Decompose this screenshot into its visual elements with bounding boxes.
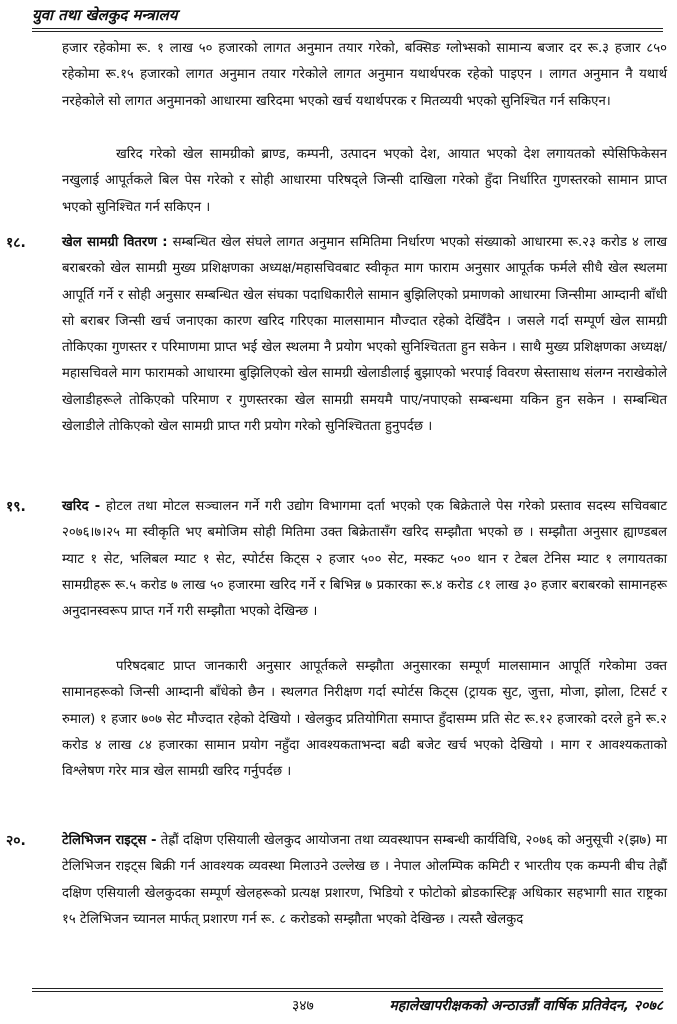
header-rule	[32, 28, 663, 29]
header-rule-second	[32, 31, 663, 32]
ministry-title: युवा तथा खेलकुद मन्त्रालय	[32, 6, 178, 24]
paragraph-cost-estimate: हजार रहेकोमा रू. १ लाख ५० हजारको लागत अनुमान तयार गरेको, बक्सिङ ग्लोभ्सको सामान्य बजार दर रू.३ हजार ८५० रहेकोमा रू.१५ हजारको लागत अनुमान तयार गरेकोले लागत अनुमान यथार्थपरक रहेको पाइएन । लागत अनुमान नै यथार्थ नरहेकोले सो लागत अनुमानको आधारमा खरिदमा भएको खर्च यथार्थपरक र मितव्ययी भएको सुनिश्चित गर्न सकिएन।	[62, 41, 667, 109]
page-footer	[0, 994, 677, 1020]
paragraph-council-information: परिषदबाट प्राप्त जानकारी अनुसार आपूर्तकले सम्झौता अनुसारका सम्पूर्ण मालसामान आपूर्ति गरेकोमा उक्त सामानहरूको जिन्सी आम्दानी बाँधेको छैन । स्थलगत निरीक्षण गर्दा स्पोर्टस किट्स (ट्रायक सुट, जुत्ता, मोजा, झोला, टिसर्ट र रुमाल) १ हजार ७०७ सेट मौज्दात रहेको देखियो । खेलकुद प्रतियोगिता समाप्त हुँदासम्म प्रति सेट रू.१२ हजारको दरले हुने रू.२ करोड ४ लाख ८४ हजारका सामान प्रयोग नहुँदा आवश्यकताभन्दा बढी बजेट खर्च भएको देखियो । माग र आवश्यकताको विश्लेषण गरेर मात्र खेल सामग्री खरिद गर्नुपर्दछ ।	[62, 659, 667, 780]
heading-procurement: खरिद -	[62, 499, 101, 514]
item-number-19: १९.	[6, 499, 26, 515]
paragraph-specification: खरिद गरेको खेल सामग्रीको ब्राण्ड, कम्पनी, उत्पादन भएको देश, आयात भएको देश लगायतको स्पेसिफिकेसन नखुलाई आपूर्तकले बिल पेस गरेको र सोही आधारमा परिषद्ले जिन्सी दाखिला गरेको हुँदा निर्धारित गुणस्तरको सामान प्राप्त भएको सुनिश्चित गर्न सकिएन ।	[62, 147, 667, 215]
item-number-20: २०.	[6, 833, 26, 849]
paragraph-television-rights	[62, 828, 667, 933]
text-procurement: होटल तथा मोटल सञ्चालन गर्ने गरी उद्योग विभागमा दर्ता भएको एक बिक्रेताले पेस गरेको प्रस्ताव सदस्य सचिवबाट २०७६।७।२५ मा स्वीकृति भए बमोजिम सोही मितिमा उक्त बिक्रेतासँग खरिद सम्झौता भएको छ । सम्झौता अनुसार ह्याण्डबल म्याट १ सेट, भलिबल म्याट १ सेट, स्पोर्टस किट्स २ हजार ५०० सेट, मस्कट ५०० थान र टेबल टेनिस म्याट १ लगायतका सामग्रीहरू रू.५ करोड ७ लाख ५० हजारमा खरिद गर्ने र बिभिन्न ७ प्रकारका रू.४ करोड ८१ लाख ३० हजार बराबरको सामानहरू अनुदानस्वरूप प्राप्त गर्ने गरी सम्झौता भएको देखिन्छ ।	[62, 499, 667, 620]
paragraph-procurement	[62, 494, 667, 625]
page-header	[32, 2, 657, 28]
heading-sports-material-distribution: खेल सामग्री वितरण :	[62, 235, 168, 250]
footer-rule-second	[32, 991, 663, 992]
page-body	[0, 36, 677, 984]
item-number-18: १८.	[6, 235, 26, 251]
text-sports-material-distribution: सम्बन्धित खेल संघले लागत अनुमान समितिमा निर्धारण भएको संख्याको आधारमा रू.२३ करोड ४ लाख बराबरको खेल सामग्री मुख्य प्रशिक्षणका अध्यक्ष/महासचिवबाट स्वीकृत माग फाराम अनुसार आपूर्तक फर्मले सीधै खेल स्थलमा आपूर्ति गर्ने र सोही अनुसार सम्बन्धित खेल संघका पदाधिकारीले सामान बुझिलिएको प्रमाणको आधारमा जिन्सीमा आम्दानी बाँधी सो बराबर जिन्सी खर्च जनाएका कारण खरिद गरिएका मालसामान मौज्दात रहेको देखिँदैन । जसले गर्दा सम्पूर्ण खेल सामग्री तोकिएका गुणस्तर र परिमाणमा प्राप्त भई खेल स्थलमा नै प्रयोग भएको सुनिश्चितता हुन सकेन । साथै मुख्य प्रशिक्षणका अध्यक्ष/महासचिवले माग फारामको आधारमा बुझिलिएको खेल सामग्री खेलाडीलाई बुझाएको भरपाई विवरण स्रेस्तासाथ संलग्न नराखेकोले खेलाडीहरूले तोकिएको परिमाण र गुणस्तरका खेल सामग्री समयमै पाए/नपाएको सम्बन्धमा यकिन हुन सकेन । सम्बन्धित खेलाडीले तोकिएको खेल सामग्री प्राप्त गरी प्रयोग गरेको सुनिश्चितता हुनुपर्दछ ।	[62, 235, 667, 435]
heading-television-rights: टेलिभिजन राइट्स -	[62, 833, 157, 848]
report-title: महालेखापरीक्षकको अन्ठाउन्नौं वार्षिक प्रतिवेदन, २०७८	[389, 998, 663, 1014]
paragraph-sports-material-distribution	[62, 230, 667, 440]
footer-rule	[32, 988, 663, 989]
page-number: ३४७	[292, 998, 314, 1014]
text-television-rights: तेह्रौं दक्षिण एसियाली खेलकुद आयोजना तथा व्यवस्थापन सम्बन्धी कार्यविधि, २०७६ को अनुसूची २(झ७) मा टेलिभिजन राइट्स बिक्री गर्न आवश्यक व्यवस्था मिलाउने उल्लेख छ । नेपाल ओलम्पिक कमिटी र भारतीय एक कम्पनी बीच तेह्रौं दक्षिण एसियाली खेलकुदका सम्पूर्ण खेलहरूको प्रत्यक्ष प्रशारण, भिडियो र फोटोको ब्रोडकास्टिङ्ग अधिकार सहभागी सात राष्ट्रका १५ टेलिभिजन च्यानल मार्फत् प्रशारण गर्न रू. ८ करोडको सम्झौता भएको देखिन्छ । त्यस्तै खेलकुद	[62, 833, 668, 927]
